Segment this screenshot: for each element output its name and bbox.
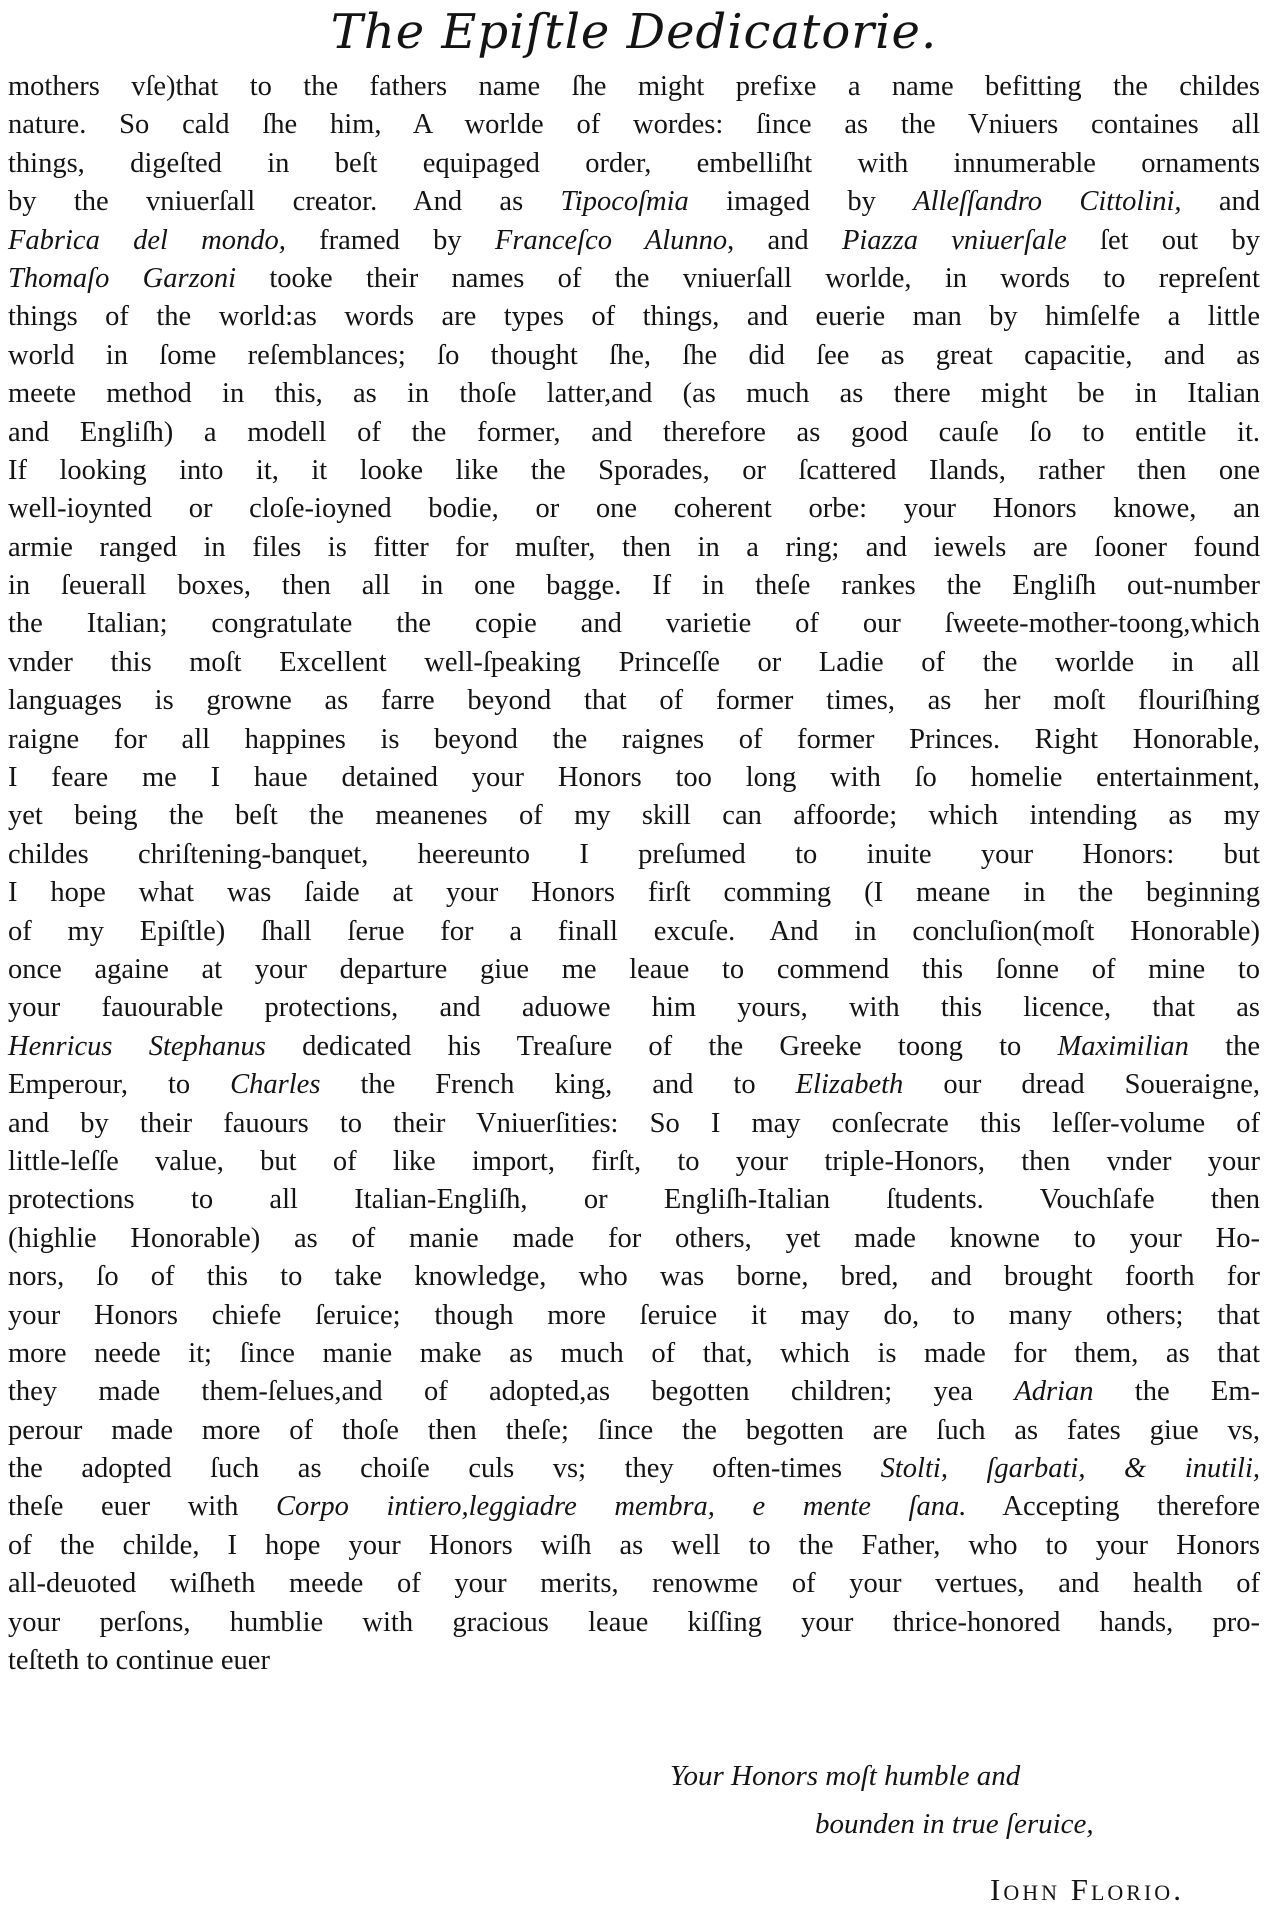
text-line: your Honors chiefe ſeruice; though more ſeruice it may do, to many others; that — [8, 1299, 1260, 1331]
text-line: perour made more of thoſe then theſe; ſince the begotten are ſuch as fates giue vs, — [8, 1414, 1260, 1446]
text-line: things of the world:as words are types of things, and euerie man by himſelfe a little — [8, 301, 1260, 333]
text-line: Fabrica del mondo, framed by Franceſco Alunno, and Piazza vniuerſale ſet out by — [8, 224, 1260, 256]
text-line: armie ranged in files is fitter for muſter, then in a ring; and iewels are ſooner found — [8, 531, 1260, 563]
text-line: more neede it; ſince manie make as much of that, which is made for them, as that — [8, 1337, 1260, 1369]
text-line: I feare me I haue detained your Honors too long with ſo homelie entertainment, — [8, 762, 1260, 794]
page-heading: The Epiſtle Dedicatorie. — [330, 4, 938, 60]
text-line: teſteth to continue euer — [8, 1645, 270, 1677]
text-line: protections to all Italian-Engliſh, or Engliſh-Italian ſtudents. Vouchſafe then — [8, 1184, 1260, 1216]
text-line: nors, ſo of this to take knowledge, who was borne, bred, and brought foorth for — [8, 1261, 1260, 1293]
text-line: I hope what was ſaide at your Honors firſt comming (I meane in the beginning — [8, 877, 1260, 909]
text-line: vnder this moſt Excellent well-ſpeaking Princeſſe or Ladie of the worlde in all — [8, 646, 1260, 678]
text-line: little-leſſe value, but of like import, firſt, to your triple-Honors, then vnder your — [8, 1145, 1260, 1177]
text-line: they made them-ſelues,and of adopted,as begotten children; yea Adrian the Em- — [8, 1376, 1260, 1408]
closing-line-2: bounden in true ſeruice, — [815, 1808, 1094, 1840]
text-line: languages is growne as farre beyond that of former times, as her moſt flouriſhing — [8, 685, 1260, 717]
text-line: childes chriſtening-banquet, heereunto I preſumed to inuite your Honors: but — [8, 838, 1260, 870]
text-line: Thomaſo Garzoni tooke their names of the vniuerſall worlde, in words to repreſent — [8, 262, 1260, 294]
text-line: and by their fauours to their Vniuerſities: So I may conſecrate this leſſer-volume of — [8, 1107, 1260, 1139]
author-signature: Iohn Florio. — [990, 1872, 1184, 1907]
text-line: by the vniuerſall creator. And as Tipocoſmia imaged by Alleſſandro Cittolini, and — [8, 186, 1260, 218]
text-line: mothers vſe)that to the fathers name ſhe might prefixe a name befitting the childes — [8, 71, 1260, 102]
text-line: If looking into it, it looke like the Sporades, or ſcattered Ilands, rather then one — [8, 454, 1260, 486]
text-line: nature. So cald ſhe him, A worlde of wordes: ſince as the Vniuers containes all — [8, 109, 1260, 141]
text-line: the Italian; congratulate the copie and varietie of our ſweete-mother-toong,which — [8, 608, 1260, 640]
text-line: the adopted ſuch as choiſe culs vs; they often-times Stolti, ſgarbati, & inutili, — [8, 1453, 1261, 1485]
text-line: all-deuoted wiſheth meede of your merits, renowme of your vertues, and health of — [8, 1568, 1260, 1600]
text-line: Emperour, to Charles the French king, and to Elizabeth our dread Soueraigne, — [8, 1069, 1260, 1101]
text-line: of the childe, I hope your Honors wiſh as well to the Father, who to your Honors — [8, 1529, 1260, 1561]
text-line: world in ſome reſemblances; ſo thought ſhe, ſhe did ſee as great capacitie, and as — [8, 339, 1260, 371]
text-line: raigne for all happines is beyond the raignes of former Princes. Right Honorable, — [8, 723, 1260, 755]
text-line: things, digeſted in beſt equipaged order, embelliſht with innumerable ornaments — [8, 147, 1260, 179]
closing-line-1: Your Honors moſt humble and — [670, 1760, 1021, 1792]
text-line: and Engliſh) a modell of the former, and therefore as good cauſe ſo to entitle it. — [8, 416, 1260, 448]
text-line: your fauourable protections, and aduowe him yours, with this licence, that as — [8, 992, 1260, 1024]
text-line: well-ioynted or cloſe-ioyned bodie, or one coherent orbe: your Honors knowe, an — [8, 493, 1260, 525]
dedication-body — [8, 68, 1260, 1680]
text-line: (highlie Honorable) as of manie made for others, yet made knowne to your Ho- — [8, 1222, 1260, 1254]
text-line: meete method in this, as in thoſe latter,and (as much as there might be in Italian — [8, 378, 1260, 410]
text-line: in ſeuerall boxes, then all in one bagge. If in theſe rankes the Engliſh out-number — [8, 570, 1260, 602]
text-line: yet being the beſt the meanenes of my skill can affoorde; which intending as my — [8, 800, 1260, 832]
text-line: once againe at your departure giue me leaue to commend this ſonne of mine to — [8, 953, 1260, 985]
text-line: theſe euer with Corpo intiero,leggiadre membra, e mente ſana. Accepting therefore — [8, 1491, 1260, 1523]
text-line: your perſons, humblie with gracious leaue kiſſing your thrice-honored hands, pro- — [8, 1606, 1260, 1638]
text-line: Henricus Stephanus dedicated his Treaſure of the Greeke toong to Maximilian the — [8, 1030, 1261, 1062]
text-line: of my Epiſtle) ſhall ſerue for a finall excuſe. And in concluſion(moſt Honorable) — [8, 915, 1260, 947]
